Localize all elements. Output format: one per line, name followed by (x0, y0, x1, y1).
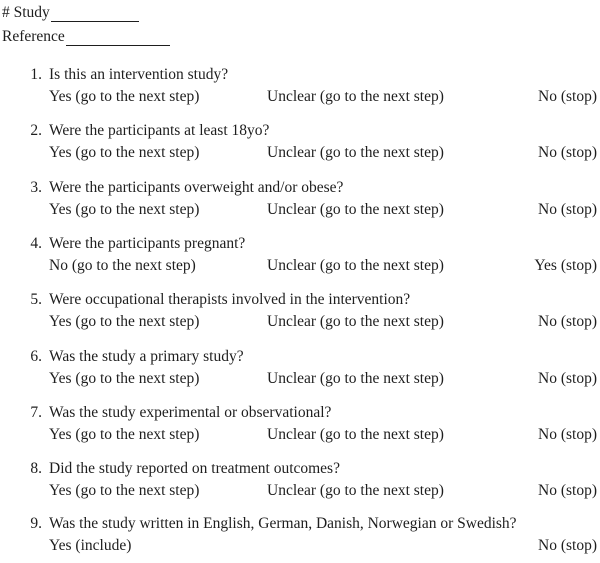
question-6 (0, 348, 600, 396)
question-text: Was the study written in English, German, Danish, Norwegian or Swedish? (49, 515, 517, 532)
question-number: 2. (30, 122, 42, 139)
option-no: No (go to the next step) (49, 257, 196, 274)
question-text: Did the study reported on treatment outcomes? (49, 460, 340, 477)
question-text: Was the study experimental or observational? (49, 404, 332, 421)
question-5 (0, 291, 600, 339)
reference-label: Reference (2, 28, 65, 45)
option-yes: Yes (go to the next step) (49, 201, 200, 218)
option-no: No (stop) (538, 88, 597, 105)
question-text: Were the participants at least 18yo? (49, 122, 270, 139)
option-yes: Yes (go to the next step) (49, 144, 200, 161)
question-3 (0, 179, 600, 227)
option-unclear: Unclear (go to the next step) (267, 370, 444, 387)
question-4 (0, 235, 600, 283)
question-text: Were the participants pregnant? (49, 235, 246, 252)
option-no: No (stop) (538, 482, 597, 499)
option-unclear: Unclear (go to the next step) (267, 144, 444, 161)
option-no: No (stop) (538, 144, 597, 161)
option-yes: Yes (go to the next step) (49, 370, 200, 387)
question-number: 4. (30, 235, 42, 252)
option-unclear: Unclear (go to the next step) (267, 88, 444, 105)
question-text: Is this an intervention study? (49, 66, 229, 83)
option-yes: Yes (go to the next step) (49, 482, 200, 499)
question-number: 6. (30, 348, 42, 365)
reference-field (2, 28, 170, 46)
question-7 (0, 404, 600, 452)
study-blank-line (51, 6, 139, 22)
reference-blank-line (66, 30, 170, 46)
study-label: # Study (2, 4, 50, 21)
question-number: 7. (30, 404, 42, 421)
option-yes: Yes (go to the next step) (49, 426, 200, 443)
option-unclear: Unclear (go to the next step) (267, 426, 444, 443)
option-no: No (stop) (538, 201, 597, 218)
question-number: 9. (30, 515, 42, 532)
question-number: 5. (30, 291, 42, 308)
study-field (2, 4, 139, 22)
question-8 (0, 460, 600, 508)
question-number: 8. (30, 460, 42, 477)
option-no: No (stop) (538, 370, 597, 387)
question-number: 1. (30, 66, 42, 83)
option-no: No (stop) (538, 537, 597, 554)
option-unclear: Unclear (go to the next step) (267, 482, 444, 499)
question-text: Were occupational therapists involved in the intervention? (49, 291, 411, 308)
option-unclear: Unclear (go to the next step) (267, 201, 444, 218)
option-no: No (stop) (538, 426, 597, 443)
option-yes: Yes (stop) (534, 257, 597, 274)
question-text: Were the participants overweight and/or obese? (49, 179, 344, 196)
question-text: Was the study a primary study? (49, 348, 244, 365)
option-unclear: Unclear (go to the next step) (267, 257, 444, 274)
option-yes: Yes (go to the next step) (49, 313, 200, 330)
option-yes: Yes (go to the next step) (49, 88, 200, 105)
question-9 (0, 515, 600, 563)
option-unclear: Unclear (go to the next step) (267, 313, 444, 330)
question-1 (0, 66, 600, 114)
option-no: No (stop) (538, 313, 597, 330)
question-number: 3. (30, 179, 42, 196)
option-yes: Yes (include) (49, 537, 132, 554)
question-2 (0, 122, 600, 170)
